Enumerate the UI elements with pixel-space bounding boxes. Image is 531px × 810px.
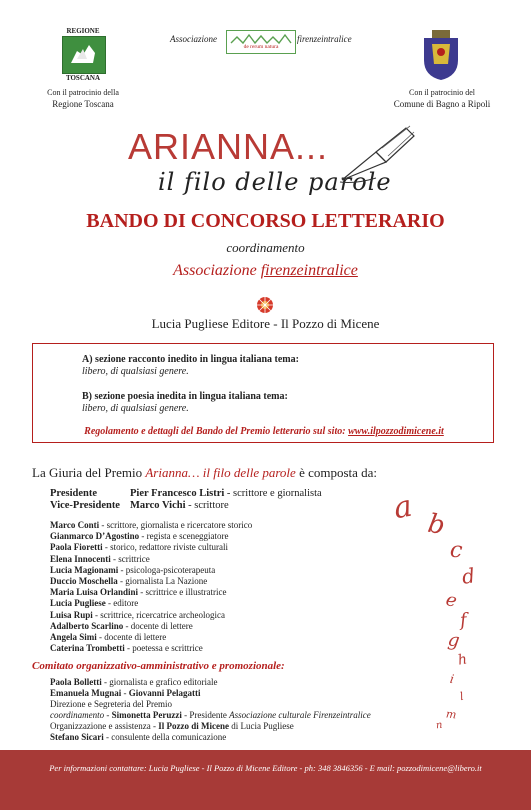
jury-member-desc: - docente di lettere <box>96 632 167 642</box>
jury-member-desc: - editore <box>105 598 139 609</box>
vice-role: Vice-Presidente <box>50 500 120 511</box>
decor-letter: b <box>425 508 448 542</box>
presidente-desc: - scrittore e giornalista <box>226 488 322 499</box>
section-b-sub: libero, di qualsiasi genere. <box>82 403 189 414</box>
decor-letter: d <box>460 563 477 589</box>
jury-member-row <box>50 587 226 598</box>
section-a-title: A) sezione racconto inedito in lingua italiana tema: <box>82 354 299 365</box>
decor-letter: a <box>391 488 415 527</box>
regolamento-line <box>38 426 490 437</box>
regione-logo-top-text: REGIONE <box>66 27 100 35</box>
decor-letter: c <box>448 537 464 564</box>
de-rerum-natura-logo <box>226 30 296 54</box>
comitato-title: Comitato organizzativo-amministrativo e promozionale: <box>32 660 285 672</box>
comitato-line2: Emanuela Mugnai - Giovanni Pelagatti <box>50 688 201 698</box>
jury-member-desc: - poetessa e scrittrice <box>124 643 203 654</box>
site-link[interactable]: www.ilpozzodimicene.it <box>348 426 444 437</box>
flower-icon <box>256 296 274 314</box>
jury-member-desc: - scrittore, giornalista e ricercatore storico <box>99 520 253 530</box>
presidente-name: Pier Francesco Listri <box>130 488 225 499</box>
patrocinio-right-line1: Con il patrocinio del <box>409 88 475 97</box>
associazione-line <box>0 262 531 280</box>
patrocinio-left-line1: Con il patrocinio della <box>47 88 119 97</box>
patrocinio-right-line2: Comune di Bagno a Ripoli <box>393 99 491 109</box>
coordinamento-label: coordinamento <box>226 240 305 255</box>
jury-member-name: Paola Fioretti <box>50 542 103 553</box>
alphabet-decoration <box>380 480 520 740</box>
section-a-sub: libero, di qualsiasi genere. <box>82 366 189 377</box>
jury-member-row <box>50 542 228 553</box>
vice-name: Marco Vichi <box>130 500 186 511</box>
jury-member-desc: - psicologa-psicoterapeuta <box>118 564 216 575</box>
regolamento-text: Regolamento e dettagli del Bando del Premio letterario sul sito: <box>84 426 346 437</box>
assoc-label-left: Associazione <box>170 34 217 44</box>
jury-member-name: Elena Innocenti <box>50 553 111 564</box>
jury-member-row <box>50 632 166 643</box>
jury-member-desc: - giornalista La Nazione <box>117 576 208 586</box>
decor-letter: i <box>448 671 456 687</box>
associazione-word: Associazione <box>173 262 257 279</box>
giuria-intro-premio: Arianna… il filo delle parole <box>145 465 296 480</box>
filo-delle-parole-subtitle: il filo delle parole <box>158 168 392 196</box>
jury-member-name: Maria Luisa Orlandini <box>50 587 139 598</box>
vice-line <box>130 500 229 511</box>
jury-member-name: Caterina Trombetti <box>50 643 125 654</box>
jury-member-row <box>50 520 252 531</box>
patrocinio-left-line2: Regione Toscana <box>52 99 114 109</box>
jury-member-row <box>50 643 203 654</box>
giuria-intro <box>32 465 377 481</box>
jury-member-row <box>50 531 229 542</box>
jury-member-name: Marco Conti <box>50 520 100 530</box>
comitato-line3: Direzione e Segreteria del Premio <box>50 699 172 709</box>
jury-member-row <box>50 576 207 587</box>
decor-letter: g <box>446 629 461 652</box>
jury-member-row <box>50 598 138 609</box>
jury-member-name: Angela Simi <box>50 632 97 642</box>
jury-member-row <box>50 554 150 565</box>
jury-member-name: Luisa Rupi <box>50 609 93 620</box>
footer-contact: Per informazioni contattare: Lucia Pugliese - Il Pozzo di Micene Editore - ph: 348 3846356 - E mail: pozzodimicene@libero.it <box>49 763 482 773</box>
decor-letter: h <box>456 651 469 669</box>
jury-members-list <box>0 520 360 655</box>
giuria-intro-1: La Giuria del Premio <box>32 465 143 480</box>
footer-bar <box>0 750 531 810</box>
jury-member-desc: - scrittrice e illustratrice <box>138 587 227 598</box>
regione-toscana-logo <box>62 36 106 74</box>
jury-member-name: Gianmarco D’Agostino <box>50 531 140 542</box>
jury-member-desc: - regista e sceneggiatore <box>139 531 229 542</box>
vice-desc: - scrittore <box>188 500 229 511</box>
jury-member-row <box>50 565 215 576</box>
jury-member-name: Duccio Moschella <box>50 576 118 586</box>
assoc-logo-text: de rerum natura <box>243 44 279 50</box>
jury-member-desc: - scrittrice, ricercatrice archeologica <box>92 609 225 620</box>
comitato-line6: Stefano Sicari - consulente della comunicazione <box>50 732 227 742</box>
assoc-label-right: firenzeintralice <box>297 34 352 44</box>
jury-member-name: Lucia Pugliese <box>50 598 106 609</box>
associazione-name: firenzeintralice <box>260 262 358 279</box>
jury-member-desc: - scrittrice <box>110 553 150 564</box>
decor-letter: e <box>443 589 459 612</box>
comitato-line4: coordinamento - Simonetta Peruzzi - Presidente Associazione culturale Firenzeintralice <box>50 710 371 720</box>
giuria-intro-2: è composta da: <box>299 465 378 480</box>
bando-heading: BANDO DI CONCORSO LETTERARIO <box>86 210 445 232</box>
comitato-line1: Paola Bolletti - giornalista e grafico editoriale <box>50 677 218 687</box>
bagno-a-ripoli-crest <box>418 30 464 80</box>
decor-letter: f <box>459 609 468 632</box>
jury-member-name: Adalberto Scarlino <box>50 620 124 631</box>
regione-logo-bottom-text: TOSCANA <box>65 74 101 82</box>
decor-letter: n <box>435 719 444 732</box>
fountain-pen-icon <box>336 122 416 186</box>
jury-member-desc: - storico, redattore riviste culturali <box>102 542 229 553</box>
presidente-line <box>130 488 322 499</box>
editore-line: Lucia Pugliese Editore - Il Pozzo di Micene <box>151 316 380 331</box>
comitato-line5: Organizzazione e assistenza - Il Pozzo di Micene di Lucia Pugliese <box>50 721 294 731</box>
section-b-title: B) sezione poesia inedita in lingua italiana tema: <box>82 391 288 402</box>
jury-member-desc: - docente di lettere <box>123 620 193 631</box>
jury-member-name: Lucia Magionami <box>50 564 119 575</box>
decor-letter: l <box>458 689 465 704</box>
presidente-role: Presidente <box>50 488 98 499</box>
arianna-logo-title: ARIANNA... <box>128 126 329 167</box>
decor-letter: m <box>445 707 458 722</box>
jury-member-row <box>50 621 193 632</box>
jury-member-row <box>50 610 225 621</box>
